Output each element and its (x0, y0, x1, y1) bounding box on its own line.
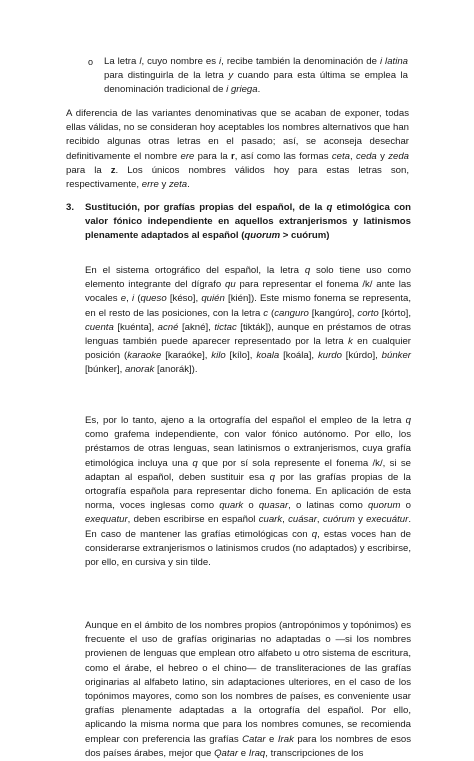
bullet-item-i-latina: La letra l, cuyo nombre es i, recibe también la denominación de i latina para distinguirla de la letra y cuando para esta última se emplea la denominación tradicional de i griega. (104, 56, 408, 96)
paragraph-q-adaptation: Es, por lo tanto, ajeno a la ortografía del español el empleo de la letra q como grafema independiente, con valor fónico autónomo. Por ello, los préstamos de otras lenguas, sean latinismos o extranjerismos, cuya grafía etimológica incluya una q que por sí sola represente el fonema /k/, si se adaptan al español, deben sustituir esa q por las grafías propias de la ortografía española para representar dicho fonema. En aplicación de esta norma, voces inglesas como quark o quasar, o latinas como quorum o exequatur, deben escribirse en español cuark, cuásar, cuórum y execuátur. En caso de mantener las grafías etimológicas con q, estas voces han de considerarse extranjerismos o latinismos crudos (no adaptados) y escribirse, por ello, en cursiva y sin tilde. (85, 415, 411, 569)
paragraph-letter-names: A diferencia de las variantes denominativas que se acaban de exponer, todas ellas válidas, no se consideran hoy aceptables los nombres alternativos que han recibido algunas otras letras en el pasado; así, se aconseja desechar definitivamente el nombre ere para la r, así como las formas ceta, ceda y zeda para la z. Los únicos nombres válidos hoy para estas letras son, respectivamente, erre y zeta. (66, 108, 409, 191)
section-number: 3. (66, 202, 75, 213)
bullet-marker: o (88, 57, 94, 67)
section-heading: Sustitución, por grafías propias del español, de la q etimológica con valor fónico independiente en aquellos extranjerismos y latinismos plenamente adaptados al español (quorum > cuórum) (85, 202, 412, 242)
paragraph-proper-names: Aunque en el ámbito de los nombres propios (antropónimos y topónimos) es frecuente el uso de grafías originarias no adaptadas o —si los nombres provienen de lenguas que emplean otro alfabeto u otro sistema de escritura, como el árabe, el hebreo o el chino— de transliteraciones de las grafías originarias al alfabeto latino, sin adaptaciones ulteriores, en el caso de los topónimos mayores, como son los nombres de países, es conveniente usar grafías plenamente adaptadas a la ortografía del español. Por ello, aplicando la misma norma que para los nombres comunes, se recomienda emplear con preferencia las grafías Catar e Irak para los nombres de esos dos países árabes, mejor que Qatar e Iraq, transcripciones de los (85, 620, 411, 759)
paragraph-q-usage: En el sistema ortográfico del español, la letra q solo tiene uso como elemento integrante del dígrafo qu para representar el fonema /k/ ante las vocales e, i (queso [késo], quién [kién]). Este mismo fonema se representa, en el resto de las posiciones, con la letra c (canguro [kangúro], corto [kórto], cuenta [kuénta], acné [akné], tictac [tikták]), aunque en préstamos de otras lenguas también puede aparecer representado por la letra k en cualquier posición (karaoke [karaóke], kilo [kílo], koala [koála], kurdo [kúrdo], búnker [búnker], anorak [anorák]). (85, 265, 412, 376)
